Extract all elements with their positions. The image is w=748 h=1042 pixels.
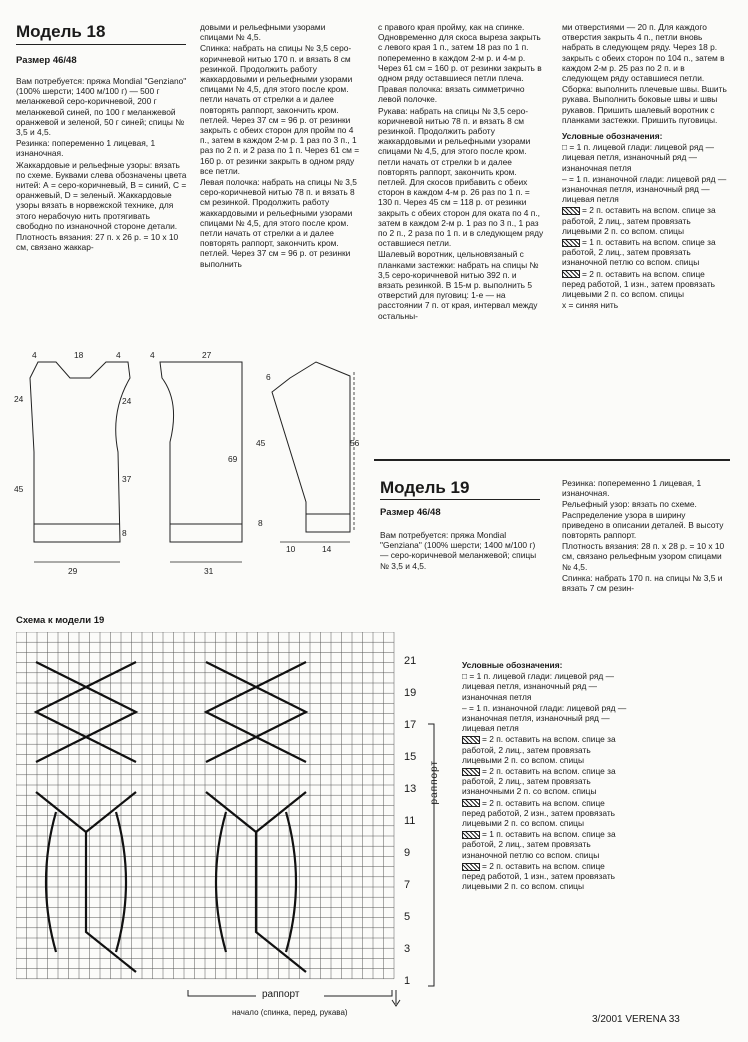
rapport-horizontal-label: раппорт [262, 989, 300, 1000]
legend-title: Условные обозначения: [562, 131, 663, 142]
cable-icon [462, 768, 480, 776]
paragraph: Спинка: набрать на спицы № 3,5 серо-коричневой нитью 170 п. и вязать 8 см резинкой. Продолжить работу жаккардовыми и рельефными узорами спицами № 4,5, для этого после кром. петли начать от стрелки а и далее повторять раппорт, закончить кром. петлей. Через 37 см = 96 р. от резинки закрыть с обеих сторон для пройм по 4 п., затем в каждом 2-м р. 1 раз по 3 п., 1 раз по 2 п. и 2 раза по 1 п. Через 61 см = 160 р. от резинки закрыть в одном ряду все петли. [200, 43, 360, 176]
cable-icon [562, 207, 580, 215]
model18-column-3 [378, 22, 544, 322]
legend-item: = 2 п. оставить на вспом. спице перед работой, 1 изн., затем провязать лицевыми 2 п. со вспом. спицы [562, 268, 716, 300]
paragraph: Рукава: набрать на спицы № 3,5 серо-коричневой нитью 78 п. и вязать 8 см резинкой. Продолжить работу жаккардовыми и рельефными узорами спицами № 4,5, для этого после кром. петли начать от стрелки b и далее повторять раппорт, закончить кром. петлей. Для скосов прибавить с обеих сторон в каждом 4-м р. 26 раз по 1 п. = 130 п. Через 45 см = 118 р. от резинки закрыть с обеих сторон для оката по 4 п., затем в каждом 2-м р. 1 раз по 3 п., 1 раз по 2 п., 2 раза по 1 п. и в следующем ряду оставшиеся петли. [378, 105, 544, 249]
dim-label: 4 [32, 352, 37, 360]
paragraph: Резинка: попеременно 1 лицевая, 1 изнаночная. [562, 478, 702, 499]
dim-label: 14 [322, 544, 332, 554]
dim-label: 8 [258, 518, 263, 528]
row-number: 19 [404, 687, 417, 699]
legend-item: = 1 п. оставить на вспом. спице за работой, 2 лиц., затем провязать изнаночной петлю со вспом. спицы [462, 829, 616, 860]
paragraph: Жаккардовые и рельефные узоры: вязать по схеме. Буквами слева обозначены цвета нитей: А = серо-коричневый, В = синий, С = оранжевый, D = зеленый. Жаккардовые узоры вязать в норвежской технике, для этого нерабочую нить протягивать свободно по изнаночной стороне детали. [16, 159, 187, 231]
chart-start-note: начало (спинка, перед, рукава) [232, 1008, 348, 1017]
legend-item: □ = 1 п. лицевой глади: лицевой ряд — лицевая петля, изнаночный ряд — изнаночная петля [462, 671, 614, 702]
paragraph: Рельефный узор: вязать по схеме. Распределение узора в ширину приведено в описании деталей. В высоту повторять раппорт. [562, 499, 724, 541]
cable-icon [462, 831, 480, 839]
cable-icon [462, 736, 480, 744]
row-number: 5 [404, 911, 411, 923]
page-footer: 3/2001 VERENA 33 [592, 1014, 680, 1025]
row-number: 13 [404, 783, 417, 795]
dim-label: 6 [266, 372, 271, 382]
dim-label: 27 [202, 352, 212, 360]
paragraph: ми отверстиями — 20 п. Для каждого отверстия закрыть 4 п., петли вновь набрать в следующем ряду. Через 18 р. закрыть с обеих сторон по 104 п., затем в каждом 2-м р. 25 раз по 2 п. и в следующем ряду оставшиеся петли. [562, 22, 725, 84]
legend-title: Условные обозначения: [462, 660, 563, 670]
dim-label: 10 [286, 544, 296, 554]
legend-item: = 2 п. оставить на вспом. спице перед работой, 1 изн., затем провязать лицевыми 2 п. со вспом. спицы [462, 860, 616, 892]
legend-item: = 2 п. оставить на вспом. спице за работой, 2 лиц., затем провязать изнаночными 2 п. со вспом. спицы [462, 766, 616, 797]
row-number: 9 [404, 847, 411, 859]
paragraph: Вам потребуется: пряжа Mondial "Genziano" (100% шерсти; 1400 м/100 г) — 500 г меланжевой серо-коричневой, 200 г меланжевой синей, по 100 г меланжевой оранжевой и зеленой, 50 г синей; спицы № 3,5 и 4,5. [16, 76, 187, 138]
title-underline [380, 499, 540, 500]
dim-label: 24 [14, 394, 24, 404]
model19-legend [462, 660, 628, 892]
paragraph: Шалевый воротник, цельновязаный с планками застежки: набрать на спицы № 3,5 серо-коричневой нитью 392 п. и вязать резинкой. В 15-м р. выполнить 5 отверстий для пуговиц: 1-е — на расстоянии 7 п. от края, интервал между остальны- [378, 249, 539, 321]
knitting-chart-grid [16, 632, 396, 981]
legend-item: = 1 п. оставить на вспом. спице за работой, 2 лиц., затем провязать изнаночной петлю со вспом. спицы [562, 237, 716, 268]
dim-label: 18 [74, 352, 84, 360]
dim-label: 56 [350, 438, 360, 448]
paragraph: Сборка: выполнить плечевые швы. Вшить рукава. Выполнить боковые швы и швы рукавов. Пришить шалевый воротник с планками застежки. Пришить пуговицы. [562, 84, 727, 125]
sleeve-outline [272, 362, 350, 532]
front-outline [30, 362, 130, 542]
dim-label: 69 [228, 454, 238, 464]
legend-item: – = 1 п. изнаночной глади: лицевой ряд — изнаночная петля, изнаночный ряд — лицевая петля [562, 173, 727, 205]
paragraph: довыми и рельефными узорами спицами № 4,5. [200, 22, 326, 43]
model19-size: Размер 46/48 [380, 507, 441, 518]
dim-label: 45 [256, 438, 266, 448]
dim-label: 45 [14, 484, 24, 494]
dim-label: 37 [122, 474, 132, 484]
row-number: 17 [404, 719, 417, 731]
model18-garment-diagram [10, 352, 365, 592]
legend-item: □ = 1 п. лицевой глади: лицевой ряд — лицевая петля, изнаночный ряд — изнаночная петля [562, 142, 714, 173]
row-number: 21 [404, 655, 417, 667]
paragraph: Резинка: попеременно 1 лицевая, 1 изнаночная. [16, 138, 156, 159]
row-number: 7 [404, 879, 411, 891]
model19-title: Модель 19 [380, 478, 470, 497]
chart-title: Схема к модели 19 [16, 615, 105, 626]
dim-label: 4 [150, 352, 155, 360]
row-number: 11 [404, 815, 416, 827]
dim-label: 4 [116, 352, 121, 360]
legend-item: x = синяя нить [562, 300, 619, 311]
cable-icon [562, 270, 580, 278]
row-number: 3 [404, 943, 411, 955]
cable-icon [462, 799, 480, 807]
model18-column-4 [562, 22, 728, 311]
section-divider [374, 459, 730, 461]
paragraph: Плотность вязания: 28 п. х 28 р. = 10 х 10 см, связано рельефным узором спицами № 4,5. [562, 541, 725, 572]
model18-title: Модель 18 [16, 22, 106, 41]
row-number: 1 [404, 975, 411, 987]
row-number: 15 [404, 751, 417, 763]
model18-column-2 [200, 22, 360, 270]
dim-label: 31 [204, 566, 214, 576]
model19-column-right [562, 478, 728, 594]
title-underline [16, 44, 186, 45]
dim-label: 8 [122, 528, 127, 538]
paragraph: Левая полочка: набрать на спицы № 3,5 серо-коричневой нитью 78 п. и вязать 8 см резинкой. Продолжить работу жаккардовыми и рельефными узорами спицами № 4,5, для этого после кром. петли начать от стрелки а и далее повторять раппорт, закончить кром. петлей. Через 37 см = 96 р. от резинки выполнить [200, 177, 357, 269]
model18-size: Размер 46/48 [16, 55, 77, 66]
paragraph: Вам потребуется: пряжа Mondial "Genziana" (100% шерсти; 1400 м/100 г) — серо-коричневой меланжевой; спицы № 3,5 и 4,5. [380, 530, 537, 571]
model18-column-1 [16, 76, 188, 253]
cable-icon [462, 863, 480, 871]
legend-item: – = 1 п. изнаночной глади: лицевой ряд — изнаночная петля, изнаночный ряд — лицевая петля [462, 702, 627, 734]
legend-item: = 2 п. оставить на вспом. спице за работой, 2 лиц., затем провязать лицевыми 2 п. со вспом. спицы [462, 734, 616, 765]
paragraph: Спинка: набрать 170 п. на спицы № 3,5 и вязать 7 см резин- [562, 572, 723, 594]
legend-item: = 2 п. оставить на вспом. спице за работой, 2 лиц., затем провязать лицевыми 2 п. со вспом. спицы [562, 205, 716, 236]
legend-item: = 2 п. оставить на вспом. спице перед работой, 2 изн., затем провязать лицевыми 2 п. со вспом. спицы [462, 797, 616, 829]
rapport-vertical-bracket [424, 722, 444, 992]
paragraph: с правого края пройму, как на спинке. Одновременно для скоса выреза закрыть с левого края 1 п., затем 18 раз по 1 п. попеременно в каждом 2-м р. и 4-м р. Через 61 см = 160 р. от резинки закрыть в одном ряду оставшиеся петли плеча. [378, 22, 542, 84]
paragraph: Плотность вязания: 27 п. х 26 р. = 10 х 10 см, связано жаккар- [16, 232, 179, 253]
rapport-vertical-label: раппорт [429, 760, 440, 805]
cable-icon [562, 239, 580, 247]
paragraph: Правая полочка: вязать симметрично левой полочке. [378, 84, 525, 105]
dim-label: 29 [68, 566, 78, 576]
dim-label: 24 [122, 396, 132, 406]
rapport-horizontal-bracket [186, 988, 406, 1008]
model19-intro [380, 530, 540, 572]
back-outline [160, 362, 242, 542]
